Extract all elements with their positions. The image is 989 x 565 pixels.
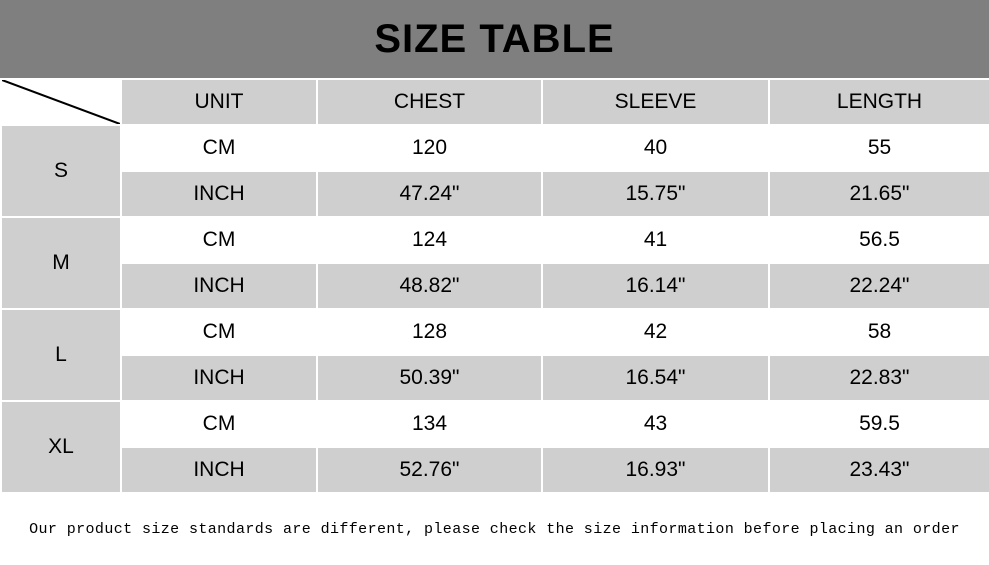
corner-diagonal-icon bbox=[2, 80, 120, 124]
cell-sleeve: 16.54" bbox=[542, 355, 769, 401]
cell-length: 56.5 bbox=[769, 217, 989, 263]
cell-length: 21.65" bbox=[769, 171, 989, 217]
unit-label: CM bbox=[121, 125, 317, 171]
cell-length: 58 bbox=[769, 309, 989, 355]
table-row bbox=[1, 401, 989, 447]
column-header-unit: UNIT bbox=[121, 79, 317, 125]
note-bar bbox=[0, 494, 989, 565]
cell-length: 59.5 bbox=[769, 401, 989, 447]
table-row bbox=[1, 217, 989, 263]
table-header-row bbox=[1, 79, 989, 125]
unit-label: INCH bbox=[121, 447, 317, 493]
unit-label: CM bbox=[121, 309, 317, 355]
corner-cell bbox=[1, 79, 121, 125]
table-row bbox=[1, 263, 989, 309]
cell-length: 55 bbox=[769, 125, 989, 171]
size-table bbox=[0, 78, 989, 494]
cell-chest: 52.76" bbox=[317, 447, 542, 493]
cell-sleeve: 15.75" bbox=[542, 171, 769, 217]
column-header-length: LENGTH bbox=[769, 79, 989, 125]
size-label-xl: XL bbox=[1, 401, 121, 493]
cell-chest: 128 bbox=[317, 309, 542, 355]
table-row bbox=[1, 309, 989, 355]
size-label-m: M bbox=[1, 217, 121, 309]
cell-sleeve: 40 bbox=[542, 125, 769, 171]
cell-length: 23.43" bbox=[769, 447, 989, 493]
size-label-l: L bbox=[1, 309, 121, 401]
unit-label: INCH bbox=[121, 263, 317, 309]
unit-label: CM bbox=[121, 217, 317, 263]
table-row bbox=[1, 125, 989, 171]
unit-label: INCH bbox=[121, 355, 317, 401]
cell-chest: 48.82" bbox=[317, 263, 542, 309]
cell-sleeve: 42 bbox=[542, 309, 769, 355]
cell-sleeve: 16.93" bbox=[542, 447, 769, 493]
column-header-chest: CHEST bbox=[317, 79, 542, 125]
unit-label: CM bbox=[121, 401, 317, 447]
page-title: SIZE TABLE bbox=[374, 16, 615, 61]
cell-sleeve: 16.14" bbox=[542, 263, 769, 309]
column-header-sleeve: SLEEVE bbox=[542, 79, 769, 125]
size-label-s: S bbox=[1, 125, 121, 217]
cell-chest: 134 bbox=[317, 401, 542, 447]
table-row bbox=[1, 171, 989, 217]
cell-length: 22.83" bbox=[769, 355, 989, 401]
size-note: Our product size standards are different, please check the size information before placing an order bbox=[29, 521, 960, 538]
cell-chest: 47.24" bbox=[317, 171, 542, 217]
size-table-container bbox=[0, 78, 989, 565]
cell-chest: 50.39" bbox=[317, 355, 542, 401]
table-row bbox=[1, 355, 989, 401]
cell-chest: 124 bbox=[317, 217, 542, 263]
table-row bbox=[1, 447, 989, 493]
unit-label: INCH bbox=[121, 171, 317, 217]
cell-chest: 120 bbox=[317, 125, 542, 171]
cell-length: 22.24" bbox=[769, 263, 989, 309]
cell-sleeve: 43 bbox=[542, 401, 769, 447]
cell-sleeve: 41 bbox=[542, 217, 769, 263]
title-bar bbox=[0, 0, 989, 78]
